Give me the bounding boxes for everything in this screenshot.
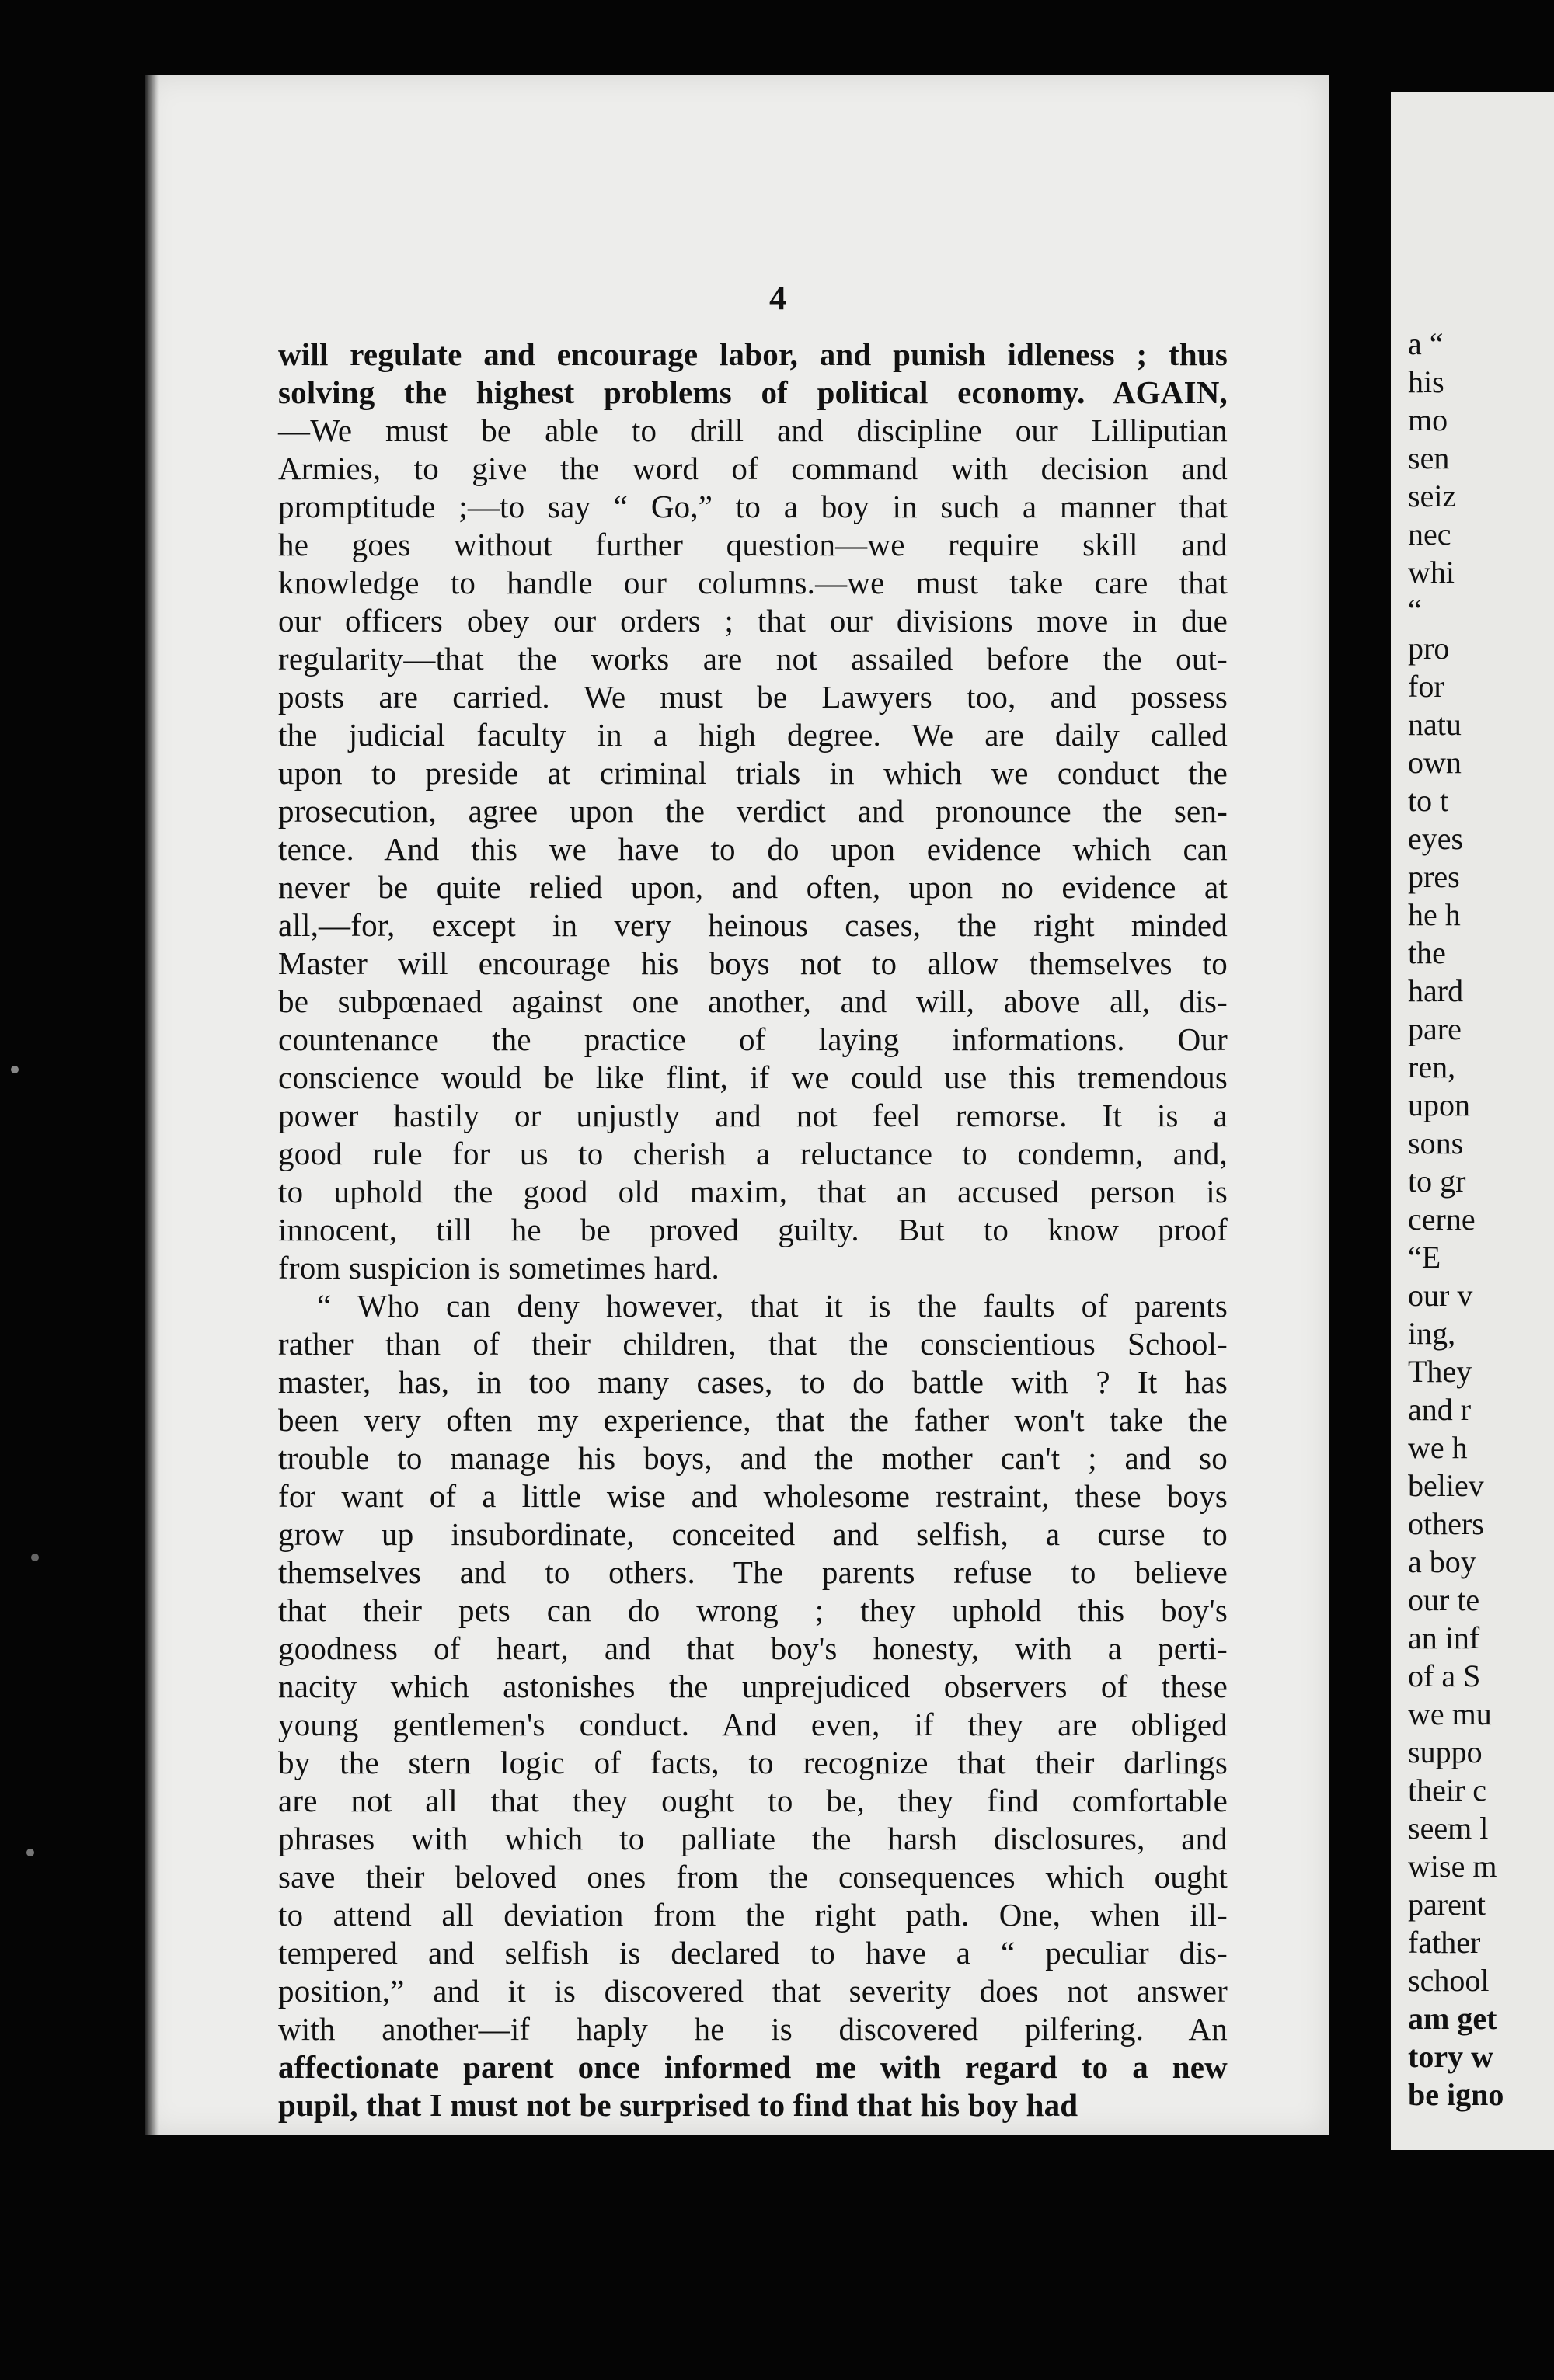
text-line-fragment: eyes <box>1408 821 1464 856</box>
text-line: never be quite relied upon, and often, upon no evidence at <box>278 869 1228 905</box>
text-line: —We must be able to drill and discipline our Lilliputian <box>278 412 1228 448</box>
text-line: regularity—that the works are not assailed before the out- <box>278 641 1228 677</box>
scan-speck <box>11 1066 19 1073</box>
text-line: solving the highest problems of political economy. AGAIN, <box>278 374 1228 410</box>
text-line: upon to preside at criminal trials in which we conduct the <box>278 755 1228 791</box>
text-line: that their pets can do wrong ; they uphold this boy's <box>278 1592 1228 1628</box>
text-line: countenance the practice of laying informations. Our <box>278 1021 1228 1057</box>
text-line-fragment: mo <box>1408 402 1448 437</box>
text-line: position,” and it is discovered that severity does not answer <box>278 1973 1228 2009</box>
text-line: “ Who can deny however, that it is the faults of parents <box>317 1288 1228 1324</box>
scan-speck <box>31 1554 39 1561</box>
text-line: promptitude ;—to say “ Go,” to a boy in such a manner that <box>278 489 1228 524</box>
text-line-fragment: pres <box>1408 859 1460 894</box>
text-line: grow up insubordinate, conceited and selfish, a curse to <box>278 1516 1228 1552</box>
text-line: to attend all deviation from the right path. One, when ill- <box>278 1897 1228 1933</box>
text-line: pupil, that I must not be surprised to find that his boy had <box>278 2087 1078 2123</box>
text-line: be subpœnaed against one another, and will, above all, dis- <box>278 983 1228 1019</box>
text-line: affectionate parent once informed me with regard to a new <box>278 2049 1228 2085</box>
text-line: posts are carried. We must be Lawyers too, and possess <box>278 679 1228 715</box>
text-line: to uphold the good old maxim, that an accused person is <box>278 1174 1228 1209</box>
text-line-fragment: sen <box>1408 440 1450 475</box>
text-line-fragment: ing, <box>1408 1316 1456 1351</box>
text-line-fragment: natu <box>1408 707 1462 742</box>
text-line: Armies, to give the word of command with decision and <box>278 451 1228 486</box>
text-line: master, has, in too many cases, to do battle with ? It has <box>278 1364 1228 1400</box>
text-line: tempered and selfish is declared to have a “ peculiar dis- <box>278 1935 1228 1971</box>
page-number: 4 <box>769 279 786 317</box>
book-page-right-partial <box>1391 92 1554 2150</box>
text-line: for want of a little wise and wholesome restraint, these boys <box>278 1478 1228 1514</box>
text-line: conscience would be like flint, if we could use this tremendous <box>278 1060 1228 1095</box>
text-line-fragment: ren, <box>1408 1049 1456 1084</box>
text-line-fragment: for <box>1408 669 1444 704</box>
text-line: been very often my experience, that the father won't take the <box>278 1402 1228 1438</box>
text-line-fragment: sons <box>1408 1126 1464 1160</box>
text-line-fragment: am get <box>1408 2001 1497 2036</box>
text-line: with another—if haply he is discovered pilfering. An <box>278 2011 1228 2047</box>
text-line: Master will encourage his boys not to allow themselves to <box>278 945 1228 981</box>
text-line-fragment: “E <box>1408 1240 1441 1275</box>
text-line-fragment: our v <box>1408 1278 1473 1313</box>
text-line: nacity which astonishes the unprejudiced observers of these <box>278 1668 1228 1704</box>
text-line: phrases with which to palliate the harsh disclosures, and <box>278 1821 1228 1856</box>
text-line-fragment: pro <box>1408 631 1450 666</box>
text-line: young gentlemen's conduct. And even, if they are obliged <box>278 1707 1228 1742</box>
text-line-fragment: wise m <box>1408 1849 1497 1884</box>
text-line-fragment: be igno <box>1408 2077 1504 2112</box>
text-line-fragment: the <box>1408 935 1446 970</box>
text-line-fragment: their c <box>1408 1773 1487 1808</box>
text-line-fragment: seem l <box>1408 1811 1489 1846</box>
scan-speck <box>26 1849 34 1856</box>
text-line: all,—for, except in very heinous cases, the right minded <box>278 907 1228 943</box>
text-line-fragment: school <box>1408 1963 1490 1998</box>
text-line-fragment: a “ <box>1408 326 1444 361</box>
text-line-fragment: we h <box>1408 1430 1468 1465</box>
text-line-fragment: and r <box>1408 1392 1472 1427</box>
text-line: he goes without further question—we require skill and <box>278 527 1228 562</box>
text-line: goodness of heart, and that boy's honesty, with a perti- <box>278 1630 1228 1666</box>
text-line-fragment: They <box>1408 1354 1472 1389</box>
text-line-fragment: hard <box>1408 973 1464 1008</box>
text-line: good rule for us to cherish a reluctance to condemn, and, <box>278 1136 1228 1171</box>
text-line-fragment: believ <box>1408 1468 1484 1503</box>
text-line: our officers obey our orders ; that our divisions move in due <box>278 603 1228 638</box>
text-line: trouble to manage his boys, and the mother can't ; and so <box>278 1440 1228 1476</box>
text-line-fragment: cerne <box>1408 1202 1476 1237</box>
text-line: by the stern logic of facts, to recognize that their darlings <box>278 1745 1228 1780</box>
text-line-fragment: to t <box>1408 783 1449 818</box>
text-line-fragment: seiz <box>1408 478 1457 513</box>
text-line-fragment: our te <box>1408 1582 1480 1617</box>
text-line-fragment: of a S <box>1408 1658 1481 1693</box>
text-line: rather than of their children, that the conscientious School- <box>278 1326 1228 1362</box>
text-line: power hastily or unjustly and not feel remorse. It is a <box>278 1098 1228 1133</box>
text-line-fragment: pare <box>1408 1011 1462 1046</box>
text-line: innocent, till he be proved guilty. But to know proof <box>278 1212 1228 1247</box>
text-line-fragment: tory w <box>1408 2039 1493 2074</box>
text-line-fragment: to gr <box>1408 1164 1466 1199</box>
text-line-fragment: he h <box>1408 897 1461 932</box>
text-line-fragment: suppo <box>1408 1735 1483 1769</box>
text-line-fragment: whi <box>1408 555 1455 590</box>
text-line-fragment: parent <box>1408 1887 1486 1922</box>
text-line: knowledge to handle our columns.—we must take care that <box>278 565 1228 600</box>
text-line-fragment: father <box>1408 1925 1481 1960</box>
text-line-fragment: a boy <box>1408 1544 1476 1579</box>
text-line-fragment: own <box>1408 745 1462 780</box>
text-line-fragment: his <box>1408 364 1444 399</box>
text-line-fragment: we mu <box>1408 1696 1492 1731</box>
text-line: will regulate and encourage labor, and punish idleness ; thus <box>278 336 1228 372</box>
page-body-text <box>278 336 1228 2124</box>
text-line: the judicial faculty in a high degree. We are daily called <box>278 717 1228 753</box>
text-line: from suspicion is sometimes hard. <box>278 1250 720 1286</box>
text-line-fragment: “ <box>1408 593 1422 628</box>
text-line: tence. And this we have to do upon evidence which can <box>278 831 1228 867</box>
text-line-fragment: an inf <box>1408 1620 1480 1655</box>
text-line-fragment: upon <box>1408 1087 1470 1122</box>
right-page-text-fragment <box>1408 325 1503 2114</box>
text-line: are not all that they ought to be, they find comfortable <box>278 1783 1228 1818</box>
text-line-fragment: others <box>1408 1506 1484 1541</box>
text-line: prosecution, agree upon the verdict and pronounce the sen- <box>278 793 1228 829</box>
text-line: themselves and to others. The parents refuse to believe <box>278 1554 1228 1590</box>
text-line-fragment: nec <box>1408 517 1451 552</box>
text-line: save their beloved ones from the consequences which ought <box>278 1859 1228 1895</box>
